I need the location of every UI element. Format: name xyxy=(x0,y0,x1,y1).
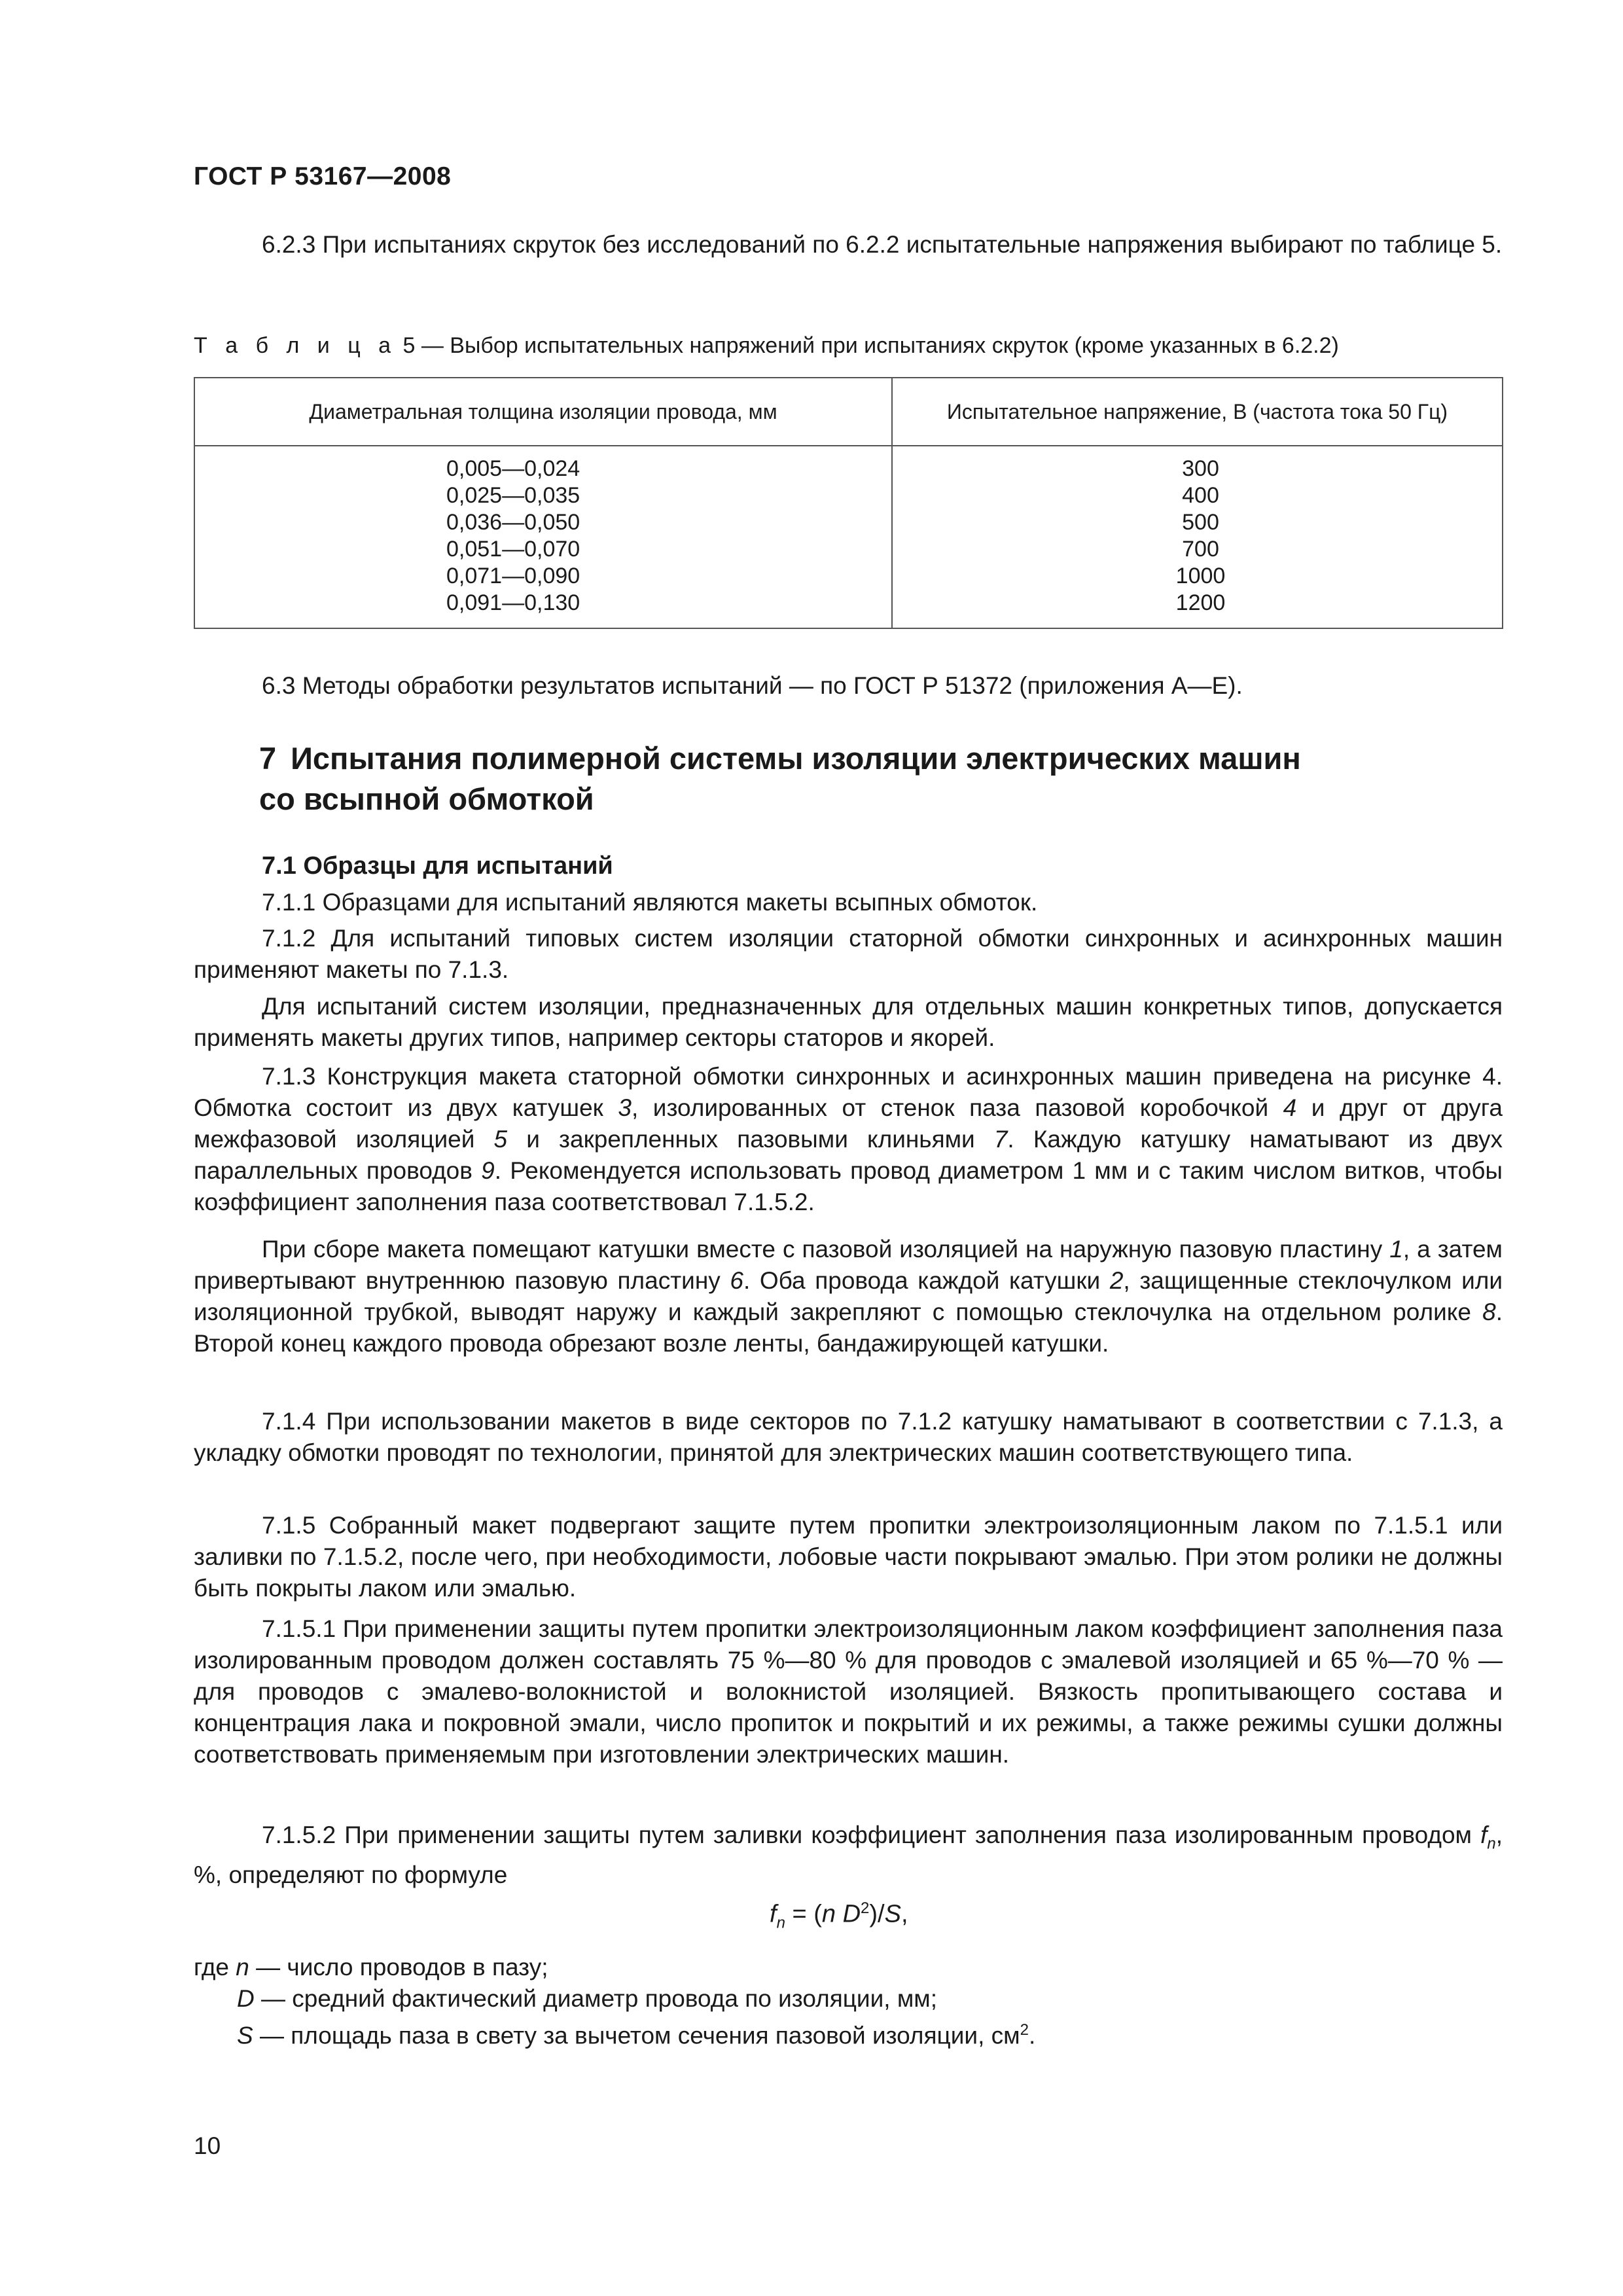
definition-s: S — площадь паза в свету за вычетом сечения пазовой изоляции, $см^2$. xyxy=(237,2021,1036,2049)
paragraph-7-1-1: 7.1.1 Образцами для испытаний являются макеты всыпных обмоток. xyxy=(262,889,1038,916)
table-caption xyxy=(194,331,1503,360)
section-7-title xyxy=(259,738,1437,819)
paragraph-6-3: 6.3 Методы обработки результатов испытаний — по ГОСТ Р 51372 (приложения А—Е). xyxy=(262,672,1243,699)
document-header: ГОСТ Р 53167—2008 xyxy=(194,162,452,190)
table-header-thickness: Диаметральная толщина изоляции провода, мм xyxy=(194,378,892,446)
subsection-7-1-heading: 7.1 Образцы для испытаний xyxy=(262,852,613,880)
table-cell: 500 xyxy=(1182,510,1219,535)
definition-n: где n — число проводов в пазу; xyxy=(194,1954,548,1981)
formula-fill-factor: $f_n = (n$ $D^2)/S$, xyxy=(770,1899,908,1932)
table-header-row xyxy=(194,378,1503,446)
table-caption-label: Т а б л и ц а xyxy=(194,333,397,358)
paragraph-7-1-5-2: 7.1.5.2 При применении защиты путем заливки коэффициент заполнения паза изолированным проводом $f_n$, %, определяют по формуле xyxy=(194,1821,1503,1889)
paragraph-7-1-4: 7.1.4 При использовании макетов в виде секторов по 7.1.2 катушку наматывают в соответствии с 7.1.3, а укладку обмотки проводят по технологии, принятой для электрических машин соответствующего типа. xyxy=(194,1408,1503,1466)
page-number: 10 xyxy=(194,2132,221,2159)
table-column-thickness xyxy=(194,446,892,628)
paragraph-7-1-2-b: Для испытаний систем изоляции, предназначенных для отдельных машин конкретных типов, допускается применять макеты других типов, например секторы статоров и якорей. xyxy=(194,993,1503,1051)
table-cell: 0,051—0,070 xyxy=(446,537,580,562)
paragraph-7-1-5-1: 7.1.5.1 При применении защиты путем пропитки электроизоляционным лаком коэффициент заполнения паза изолированным проводом должен составлять 75 %—80 % для проводов с эмалевой изоляцией и 65 %—70 % — для проводов с эмалево-волокнистой и волокнистой изоляцией. Вязкость пропитывающего состава и концентрация лака и покровной эмали, число пропиток и покрытий и их режимы, а также режимы сушки должны соответствовать применяемым при изготовлении электрических машин. xyxy=(194,1615,1503,1768)
section-title-line2: со всыпной обмоткой xyxy=(259,781,594,816)
table-cell: 1200 xyxy=(1175,590,1226,615)
table-column-voltage xyxy=(892,446,1503,628)
paragraph-6-2-3: 6.2.3 При испытаниях скруток без исследований по 6.2.2 испытательные напряжения выбирают по таблице 5. xyxy=(262,231,1503,258)
paragraph-7-1-3-b: При сборе макета помещают катушки вместе с пазовой изоляцией на наружную пазовую пластину 1, а затем привертывают внутреннюю пазовую пластину 6. Оба провода каждой катушки 2, защищенные стеклочулком или изоляционной трубкой, выводят наружу и каждый закрепляют с помощью стеклочулка на отдельном ролике 8. Второй конец каждого провода обрезают возле ленты, бандажирующей катушки. xyxy=(194,1236,1503,1357)
table-cell: 400 xyxy=(1182,483,1219,508)
table-cell: 0,091—0,130 xyxy=(446,590,580,615)
table-body-row xyxy=(194,446,1503,628)
table-cell: 0,036—0,050 xyxy=(446,510,580,535)
table-5 xyxy=(194,377,1503,629)
table-cell: 300 xyxy=(1182,456,1219,481)
paragraph-7-1-2: 7.1.2 Для испытаний типовых систем изоляции статорной обмотки синхронных и асинхронных машин применяют макеты по 7.1.3. xyxy=(194,925,1503,983)
table-cell: 0,025—0,035 xyxy=(446,483,580,508)
section-number: 7 xyxy=(259,741,277,776)
section-title-line1: Испытания полимерной системы изоляции электрических машин xyxy=(291,741,1301,776)
table-cell: 700 xyxy=(1182,537,1219,562)
table-cell: 1000 xyxy=(1175,564,1226,588)
table-cell: 0,071—0,090 xyxy=(446,564,580,588)
formula-definitions xyxy=(194,1952,1503,2051)
paragraph-7-1-5: 7.1.5 Собранный макет подвергают защите путем пропитки электроизоляционным лаком по 7.1.5.1 или заливки по 7.1.5.2, после чего, при необходимости, лобовые части покрывают эмалью. При этом ролики не должны быть покрыты лаком или эмалью. xyxy=(194,1512,1503,1602)
table-cell: 0,005—0,024 xyxy=(446,456,580,481)
paragraph-7-1-3: 7.1.3 Конструкция макета статорной обмотки синхронных и асинхронных машин приведена на рисунке 4. Обмотка состоит из двух катушек 3, изолированных от стенок паза пазовой коробочкой 4 и друг от друга межфазовой изоляцией 5 и закрепленных пазовыми клиньями 7. Каждую катушку наматывают из двух параллельных проводов 9. Рекомендуется использовать провод диаметром 1 мм и с таким числом витков, чтобы коэффициент заполнения паза соответствовал 7.1.5.2. xyxy=(194,1063,1503,1215)
table-header-voltage: Испытательное напряжение, В (частота тока 50 Гц) xyxy=(892,378,1503,446)
definition-d: D — средний фактический диаметр провода по изоляции, мм; xyxy=(237,1985,937,2012)
table-caption-text: 5 — Выбор испытательных напряжений при испытаниях скруток (кроме указанных в 6.2.2) xyxy=(402,333,1339,358)
